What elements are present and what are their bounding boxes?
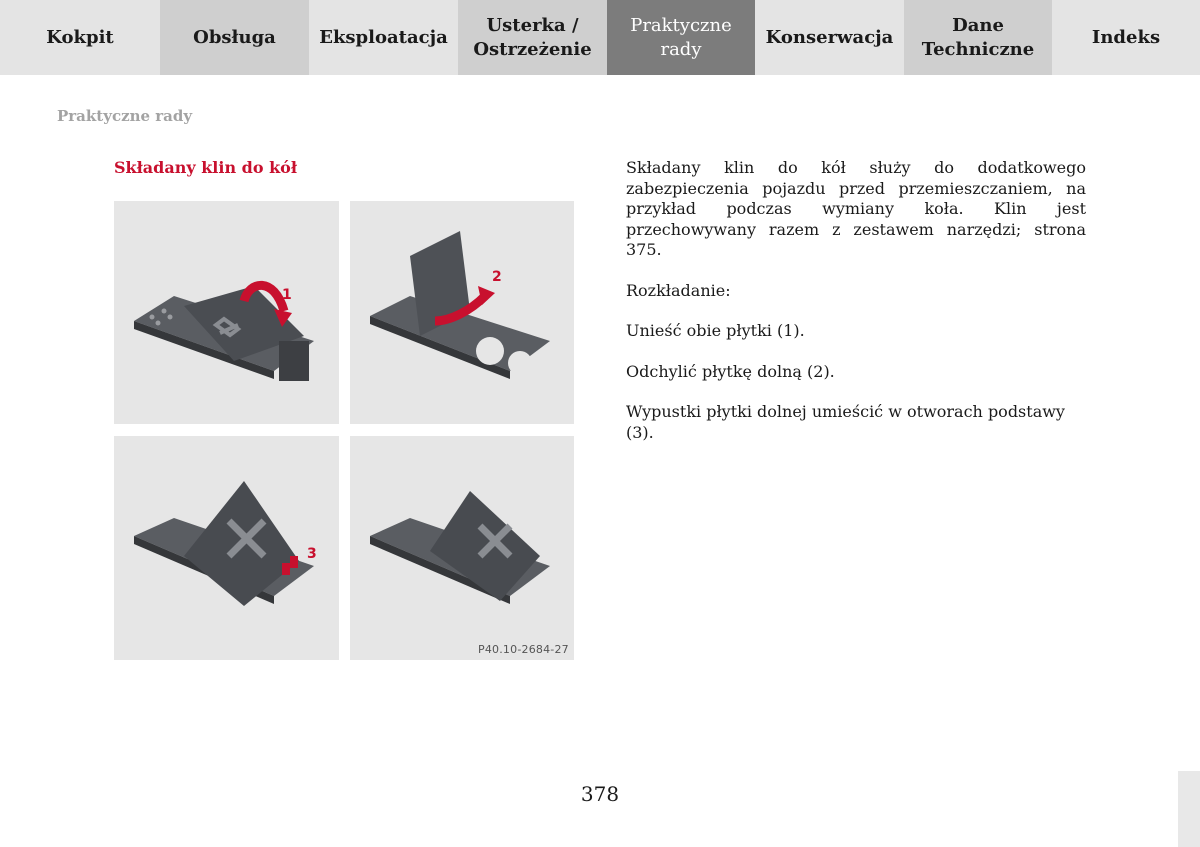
tab-label: Kokpit (46, 26, 114, 48)
tab-praktyczne-rady[interactable] (607, 0, 755, 75)
wheel-chock-illustration-3 (114, 436, 339, 660)
tab-label: Eksploatacja (319, 26, 448, 48)
wheel-chock-illustration-4 (350, 436, 574, 660)
step-number: 1 (282, 287, 292, 303)
body-paragraph: Unieść obie płytki (1). (626, 321, 805, 340)
tab-label: Dane Techniczne (921, 14, 1035, 60)
tab-label: Praktyczne rady (630, 14, 732, 60)
edge-tab (1178, 771, 1200, 847)
figure-step-2 (350, 201, 574, 424)
body-paragraph: Odchylić płytkę dolną (2). (626, 361, 835, 381)
figure-step-4 (350, 436, 574, 660)
wheel-chock-illustration-1 (114, 201, 339, 424)
chapter-navigation (0, 0, 1200, 75)
tab-label: Usterka / Ostrzeżenie (473, 14, 592, 60)
figure-step-1 (114, 201, 339, 424)
body-paragraph: Wypustki płytki dolnej umieścić w otworach podstawy (3). (626, 402, 1065, 442)
page-number: 378 (580, 782, 620, 806)
tab-obsluga[interactable] (160, 0, 309, 75)
step-number: 2 (492, 269, 502, 285)
breadcrumb: Praktyczne rady (57, 107, 193, 125)
tab-dane-techniczne[interactable] (904, 0, 1052, 75)
figure-step-3 (114, 436, 339, 660)
wheel-chock-illustration-2 (350, 201, 574, 424)
tab-kokpit[interactable] (0, 0, 160, 75)
section-title: Składany klin do kół (114, 158, 298, 177)
body-text (626, 158, 1086, 463)
tab-usterka[interactable] (458, 0, 607, 75)
figure-code: P40.10-2684-27 (478, 643, 569, 656)
tab-konserwacja[interactable] (755, 0, 904, 75)
step-number: 3 (307, 546, 317, 562)
tab-label: Konserwacja (765, 26, 894, 48)
tab-label: Obsługa (193, 26, 276, 48)
tab-label: Indeks (1091, 26, 1161, 48)
tab-eksploatacja[interactable] (309, 0, 458, 75)
body-paragraph: Składany klin do kół służy do dodatkowego zabezpieczenia pojazdu przed przemieszczaniem, na przykład podczas wymiany koła. Klin jest przechowywany razem z zestawem narzędzi; strona 375. (626, 158, 1086, 259)
tab-indeks[interactable] (1052, 0, 1200, 75)
body-paragraph: Rozkładanie: (626, 280, 731, 300)
